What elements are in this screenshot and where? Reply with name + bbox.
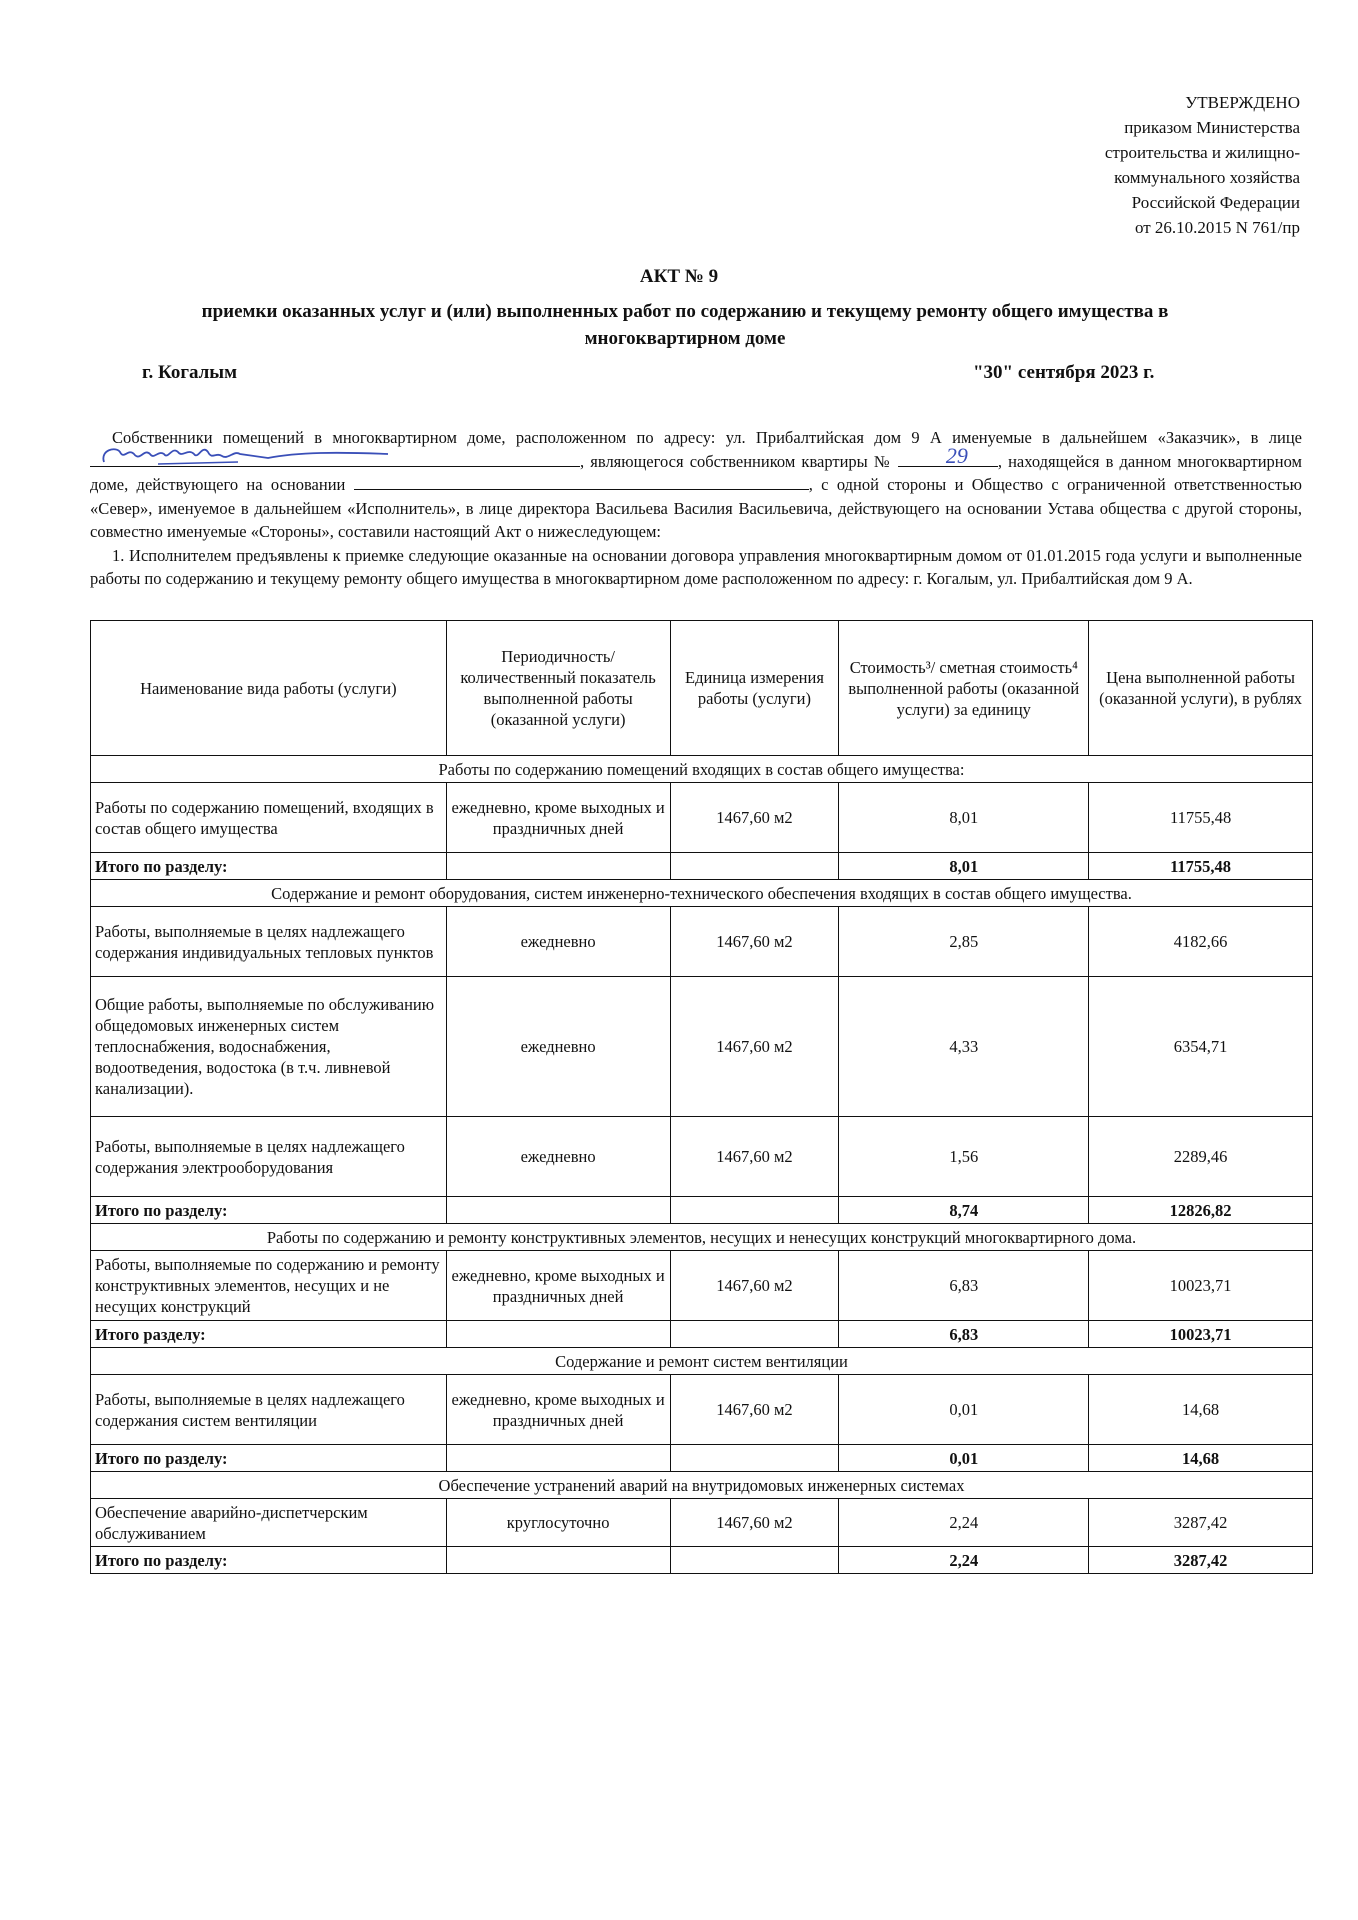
section-title: Содержание и ремонт систем вентиляции bbox=[91, 1348, 1313, 1375]
section-title-row bbox=[91, 1224, 1313, 1251]
apartment-number-field bbox=[898, 443, 998, 468]
table-row bbox=[91, 1375, 1313, 1445]
approval-line: Российской Федерации bbox=[1131, 193, 1300, 212]
cell-price: 2289,46 bbox=[1089, 1117, 1313, 1197]
cell-cost: 4,33 bbox=[839, 977, 1089, 1117]
total-cost: 8,74 bbox=[839, 1197, 1089, 1224]
representative-signature-field bbox=[90, 452, 580, 467]
header-cost: Стоимость³/ сметная стоимость⁴ выполненной работы (оказанной услуги) за единицу bbox=[839, 621, 1089, 756]
total-cost: 6,83 bbox=[839, 1321, 1089, 1348]
cell-name: Работы, выполняемые в целях надлежащего содержания электрооборудования bbox=[91, 1117, 447, 1197]
table-row bbox=[91, 1499, 1313, 1547]
table-row bbox=[91, 783, 1313, 853]
cell-unit: 1467,60 м2 bbox=[670, 977, 839, 1117]
total-price: 14,68 bbox=[1089, 1445, 1313, 1472]
cell-unit: 1467,60 м2 bbox=[670, 1375, 839, 1445]
cell-name: Работы, выполняемые в целях надлежащего содержания систем вентиляции bbox=[91, 1375, 447, 1445]
section-title: Работы по содержанию помещений входящих в состав общего имущества: bbox=[91, 756, 1313, 783]
cell-unit: 1467,60 м2 bbox=[670, 1117, 839, 1197]
approval-line: от 26.10.2015 N 761/пр bbox=[1134, 218, 1300, 237]
approval-line: коммунального хозяйства bbox=[1114, 168, 1300, 187]
cell-price: 6354,71 bbox=[1089, 977, 1313, 1117]
cell-unit: 1467,60 м2 bbox=[670, 1499, 839, 1547]
cell-name: Общие работы, выполняемые по обслуживанию общедомовых инженерных систем теплоснабжения, водоснабжения, водоотведения, водостока (в т.ч. ливневой канализации). bbox=[91, 977, 447, 1117]
header-name: Наименование вида работы (услуги) bbox=[91, 621, 447, 756]
total-price: 10023,71 bbox=[1089, 1321, 1313, 1348]
section-title: Обеспечение устранений аварий на внутридомовых инженерных системах bbox=[91, 1472, 1313, 1499]
act-title: АКТ № 9 bbox=[639, 266, 719, 287]
cell-periodicity: ежедневно, кроме выходных и праздничных дней bbox=[446, 783, 670, 853]
cell-periodicity: ежедневно bbox=[446, 907, 670, 977]
cell-unit: 1467,60 м2 bbox=[670, 1251, 839, 1321]
section-title: Работы по содержанию и ремонту конструктивных элементов, несущих и ненесущих конструкций многоквартирного дома. bbox=[91, 1224, 1313, 1251]
cell-periodicity: круглосуточно bbox=[446, 1499, 670, 1547]
intro-paragraph-services: 1. Исполнителем предъявлены к приемке следующие оказанные на основании договора управления многоквартирным домом от 01.01.2015 года услуги и выполненные работы по содержанию и текущему ремонту общего имущества в многоквартирном доме расположенном по адресу: г. Когалым, ул. Прибалтийская дом 9 А. bbox=[90, 545, 1302, 588]
handwritten-signature-icon bbox=[98, 440, 398, 470]
cell-periodicity: ежедневно bbox=[446, 1117, 670, 1197]
total-cost: 0,01 bbox=[839, 1445, 1089, 1472]
approval-stamp-block bbox=[1105, 90, 1300, 240]
cell-name: Работы, выполняемые в целях надлежащего содержания индивидуальных тепловых пунктов bbox=[91, 907, 447, 977]
cell-cost: 2,24 bbox=[839, 1499, 1089, 1547]
cell-price: 3287,42 bbox=[1089, 1499, 1313, 1547]
table-row bbox=[91, 1117, 1313, 1197]
cell-periodicity: ежедневно, кроме выходных и праздничных дней bbox=[446, 1375, 670, 1445]
table-row bbox=[91, 1251, 1313, 1321]
cell-periodicity: ежедневно bbox=[446, 977, 670, 1117]
header-price: Цена выполненной работы (оказанной услуги), в рублях bbox=[1089, 621, 1313, 756]
intro-text-d: , с одной стороны и Обществo с ограниченной ответственностью «Север», именуемое в дальнейшем «Исполнитель», в лице директора Васильева Василия Васильевича, действующего на основании Устава общества с другой стороны, совместно именуемые «Стороны», составили настоящий Акт о нижеследующем: bbox=[90, 475, 1302, 541]
total-label: Итого по разделу: bbox=[91, 1445, 447, 1472]
section-total-row bbox=[91, 1197, 1313, 1224]
intro-text-b: , являющегося собственником квартиры № bbox=[580, 451, 892, 471]
intro-text-c: , находящейся в данном многоквартирном доме, действующего на основании bbox=[90, 451, 1302, 494]
section-total-row bbox=[91, 853, 1313, 880]
intro-text-a: Собственники помещений в многоквартирном доме, расположенном по адресу: ул. Прибалтийская дом 9 А именуемые в дальнейшем «Заказчик», в лице bbox=[112, 428, 1302, 447]
total-cost: 2,24 bbox=[839, 1547, 1089, 1574]
total-label: Итого по разделу: bbox=[91, 1197, 447, 1224]
section-total-row bbox=[91, 1445, 1313, 1472]
section-title-row bbox=[91, 1472, 1313, 1499]
apartment-number-handwritten: 29 bbox=[945, 443, 968, 468]
section-title-row bbox=[91, 1348, 1313, 1375]
cell-cost: 6,83 bbox=[839, 1251, 1089, 1321]
section-title-row bbox=[91, 880, 1313, 907]
cell-unit: 1467,60 м2 bbox=[670, 783, 839, 853]
cell-price: 10023,71 bbox=[1089, 1251, 1313, 1321]
intro-paragraph-parties bbox=[90, 426, 1302, 544]
cell-cost: 0,01 bbox=[839, 1375, 1089, 1445]
cell-unit: 1467,60 м2 bbox=[670, 907, 839, 977]
cell-name: Работы, выполняемые по содержанию и ремонту конструктивных элементов, несущих и не несущих конструкций bbox=[91, 1251, 447, 1321]
act-date: "30" сентября 2023 г. bbox=[973, 362, 1155, 383]
cell-cost: 8,01 bbox=[839, 783, 1089, 853]
cell-name: Обеспечение аварийно-диспетчерским обслуживанием bbox=[91, 1499, 447, 1547]
total-price: 12826,82 bbox=[1089, 1197, 1313, 1224]
total-price: 11755,48 bbox=[1089, 853, 1313, 880]
total-label: Итого по разделу: bbox=[91, 853, 447, 880]
cell-price: 14,68 bbox=[1089, 1375, 1313, 1445]
section-title: Содержание и ремонт оборудования, систем инженерно-технического обеспечения входящих в состав общего имущества. bbox=[91, 880, 1313, 907]
approval-line: строительства и жилищно- bbox=[1104, 143, 1300, 162]
table-row bbox=[91, 977, 1313, 1117]
total-cost: 8,01 bbox=[839, 853, 1089, 880]
approval-line: УТВЕРЖДЕНО bbox=[1185, 93, 1300, 112]
act-subtitle: приемки оказанных услуг и (или) выполненных работ по содержанию и текущему ремонту общего имущества в многоквартирном доме bbox=[201, 301, 1169, 349]
cell-cost: 1,56 bbox=[839, 1117, 1089, 1197]
approval-line: приказом Министерства bbox=[1124, 118, 1300, 137]
header-periodicity: Периодичность/ количественный показатель выполненной работы (оказанной услуги) bbox=[446, 621, 670, 756]
act-city: г. Когалым bbox=[142, 362, 238, 383]
table-header-row bbox=[91, 621, 1313, 756]
cell-periodicity: ежедневно, кроме выходных и праздничных дней bbox=[446, 1251, 670, 1321]
cell-cost: 2,85 bbox=[839, 907, 1089, 977]
cell-price: 11755,48 bbox=[1089, 783, 1313, 853]
section-total-row bbox=[91, 1547, 1313, 1574]
works-table bbox=[90, 620, 1313, 1574]
intro-text bbox=[90, 426, 1302, 591]
total-label: Итого разделу: bbox=[91, 1321, 447, 1348]
section-total-row bbox=[91, 1321, 1313, 1348]
total-label: Итого по разделу: bbox=[91, 1547, 447, 1574]
section-title-row bbox=[91, 756, 1313, 783]
cell-name: Работы по содержанию помещений, входящих в состав общего имущества bbox=[91, 783, 447, 853]
table-row bbox=[91, 907, 1313, 977]
basis-field bbox=[354, 475, 809, 490]
total-price: 3287,42 bbox=[1089, 1547, 1313, 1574]
header-unit: Единица измерения работы (услуги) bbox=[670, 621, 839, 756]
cell-price: 4182,66 bbox=[1089, 907, 1313, 977]
